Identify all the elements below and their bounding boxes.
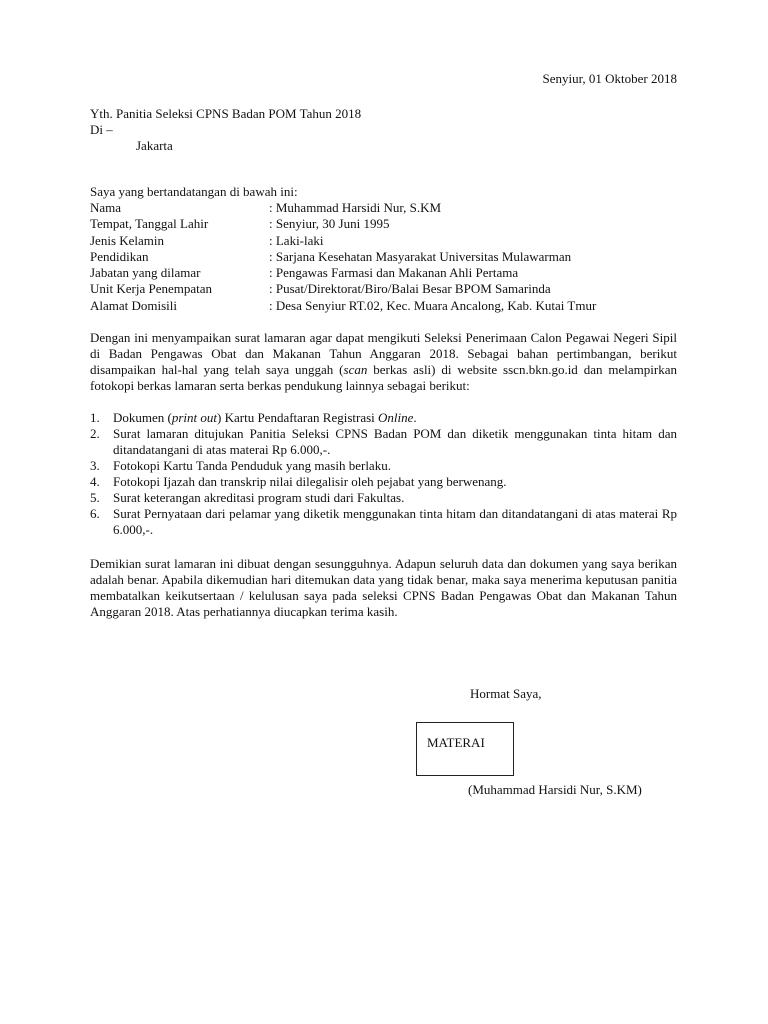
list-number: 1. xyxy=(90,410,100,425)
materai-stamp-box xyxy=(416,722,514,776)
materai-label: MATERAI xyxy=(427,735,485,750)
list-text: Fotokopi Kartu Tanda Penduduk yang masih berlaku. xyxy=(113,458,391,473)
field-value: : Pengawas Farmasi dan Makanan Ahli Pertama xyxy=(269,265,519,281)
list-number: 3. xyxy=(90,458,100,473)
list-number: 6. xyxy=(90,506,100,521)
closing-salutation: Hormat Saya, xyxy=(470,686,542,701)
intro-line: Saya yang bertandatangan di bawah ini: xyxy=(90,184,298,199)
list-text-part: Dokumen ( xyxy=(113,410,172,425)
list-item xyxy=(90,458,677,474)
field-row xyxy=(90,200,690,216)
list-item xyxy=(90,490,677,506)
field-label: Pendidikan xyxy=(90,248,149,264)
field-row xyxy=(90,249,690,265)
field-row xyxy=(90,281,690,297)
list-text: Surat keterangan akreditasi program studi dari Fakultas. xyxy=(113,490,405,505)
field-label: Jenis Kelamin xyxy=(90,232,165,248)
paragraph-1-italic: scan xyxy=(343,362,368,377)
field-value: : Senyiur, 30 Juni 1995 xyxy=(269,216,390,232)
signer-name: (Muhammad Harsidi Nur, S.KM) xyxy=(468,782,642,797)
field-label: Tempat, Tanggal Lahir xyxy=(90,216,209,232)
list-text-part: ) Kartu Pendaftaran Registrasi xyxy=(217,410,379,425)
body-paragraph-2: Demikian surat lamaran ini dibuat dengan sesungguhnya. Adapun seluruh data dan dokumen yang saya berikan adalah benar. Apabila dikemudian hari ditemukan data yang tidak benar, maka saya menerima keputusan panitia membatalkan keikutsertaan / kelulusan saya pada seleksi CPNS Badan Pengawas Obat dan Makanan Tahun Anggaran 2018. Atas perhatiannya diucapkan terima kasih. xyxy=(90,556,677,619)
field-row xyxy=(90,298,690,314)
paragraph-1-text: Dengan ini menyampaikan surat lamaran agar dapat mengikuti Seleksi Penerimaan Calon Pegawai Negeri Sipil di Badan Pengawas Obat dan Makanan Tahun Anggaran 2018. Sebagai bahan pertimbangan, berikut disampaikan hal-hal yang telah saya unggah ( xyxy=(90,330,677,377)
paragraph-1-text-end: berkas asli) di website sscn.bkn.go.id dan melampirkan fotokopi berkas lamaran serta berkas pendukung lainnya sebagai berikut: xyxy=(90,362,677,393)
list-text: Fotokopi Ijazah dan transkrip nilai dilegalisir oleh pejabat yang berwenang. xyxy=(113,474,507,489)
list-text xyxy=(113,410,677,426)
list-number: 2. xyxy=(90,426,100,441)
applicant-fields xyxy=(90,200,690,314)
field-label: Unit Kerja Penempatan xyxy=(90,281,213,297)
body-paragraph-1 xyxy=(90,330,677,394)
field-label: Alamat Domisili xyxy=(90,297,178,313)
field-row xyxy=(90,233,690,249)
list-text-italic: Online xyxy=(378,410,414,425)
field-row xyxy=(90,265,690,281)
field-label: Jabatan yang dilamar xyxy=(90,265,201,281)
recipient-line-1: Yth. Panitia Seleksi CPNS Badan POM Tahun 2018 xyxy=(90,106,362,121)
field-row xyxy=(90,216,690,232)
field-value: : Muhammad Harsidi Nur, S.KM xyxy=(269,200,442,215)
list-item xyxy=(90,474,677,490)
field-label: Nama xyxy=(90,200,122,215)
list-text: Surat Pernyataan dari pelamar yang diketik menggunakan tinta hitam dan ditandatangani di atas materai Rp 6.000,-. xyxy=(113,506,677,537)
recipient-city: Jakarta xyxy=(136,138,173,153)
list-number: 5. xyxy=(90,490,100,505)
list-item xyxy=(90,426,677,458)
field-value: : Sarjana Kesehatan Masyarakat Universitas Mulawarman xyxy=(269,248,572,264)
date-line: Senyiur, 01 Oktober 2018 xyxy=(542,71,677,86)
list-number: 4. xyxy=(90,474,100,489)
list-text-italic: print out xyxy=(171,410,218,425)
list-item xyxy=(90,506,677,538)
recipient-line-2: Di – xyxy=(90,122,113,137)
field-value: : Pusat/Direktorat/Biro/Balai Besar BPOM Samarinda xyxy=(269,281,551,297)
field-value: : Laki-laki xyxy=(269,232,324,248)
list-text: Surat lamaran ditujukan Panitia Seleksi CPNS Badan POM dan diketik menggunakan tinta hitam dan ditandatangani di atas materai Rp 6.000,-. xyxy=(113,426,677,457)
field-value: : Desa Senyiur RT.02, Kec. Muara Ancalong, Kab. Kutai Tmur xyxy=(269,297,597,313)
list-text-part: . xyxy=(413,410,417,425)
attachment-list xyxy=(90,410,677,538)
list-item xyxy=(90,410,677,426)
